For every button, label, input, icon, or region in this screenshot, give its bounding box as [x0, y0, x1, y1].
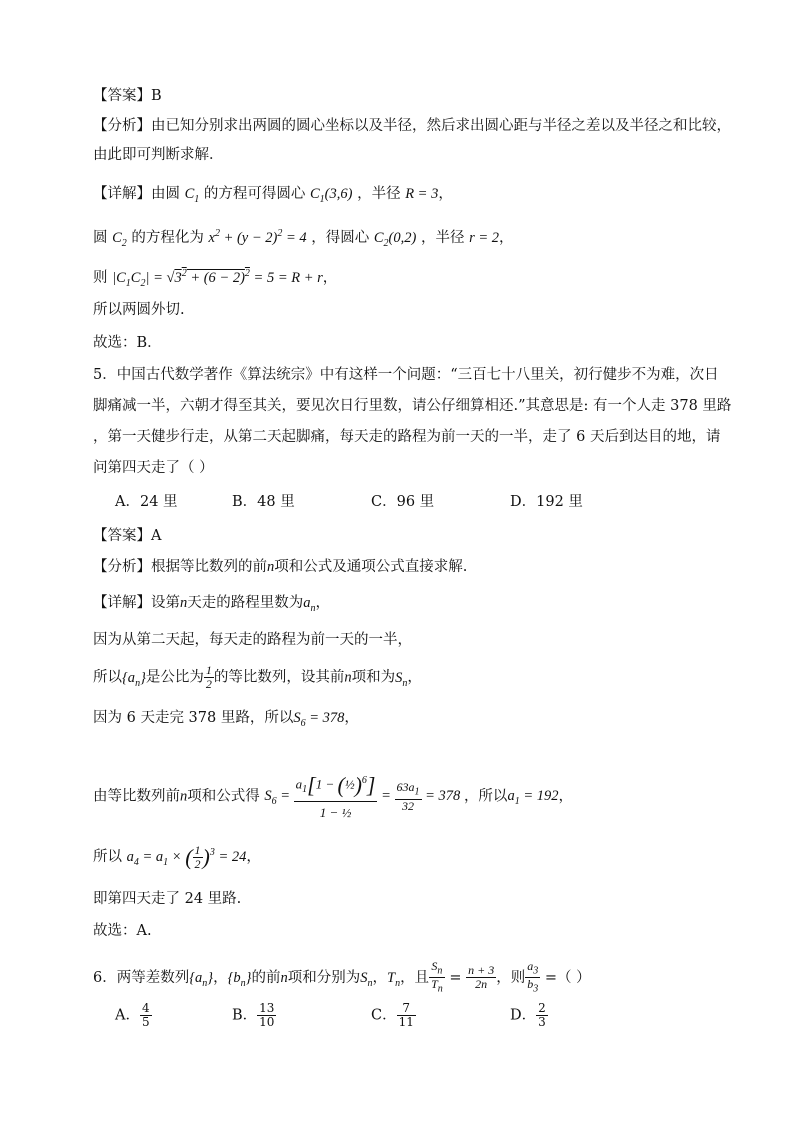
detail-10: 所以 $a_4 = a_1$ × ( $\frac{1}{2}$ )$^3$ = 24， — [93, 843, 261, 871]
question-5-line-4: 问第四天走了（ ） — [93, 460, 214, 476]
detail-6: 因为从第二天起，每天走的路程为前一天的一半， — [93, 632, 412, 648]
detail-1: 【详解】由圆 $C_1$ 的方程可得圆心 $C_1(3,6)$ ，半径 R = 3， — [93, 186, 453, 205]
math-radius-small-r: r = 2 — [469, 229, 499, 246]
question-6: 6．两等差数列$\{a_n\}$，$\{b_n\}$的前n项和分别为$S_n$，$T_n$，且 $\frac{S_n}{T_n}$ = $\frac{n + 3}{2n}$ ，则 $\frac{a_3}{b_3}$ =（ ） — [93, 959, 591, 995]
detail-10-a: 所以 — [93, 848, 122, 865]
frac-one-half: $\frac{1}{2}$ — [205, 663, 212, 691]
math-sum-formula: $S_6$ = $\frac{a_1[1 - (\frac{1}{2})^6]}{\text{1 − ½}}$ = $\frac{63a_1}{32}$ = 378 — [264, 788, 464, 804]
detail-9-a: 由等比数列前 — [93, 788, 180, 805]
detail-2-a: 圆 — [93, 229, 108, 246]
math-center-c2: $C_2(0,2)$ — [373, 229, 417, 249]
analysis-2-b: 项和公式及通项公式直接求解. — [274, 559, 468, 575]
choice-1: 故选：B． — [93, 335, 162, 351]
analysis-1-cont: 由此即可判断求解． — [93, 147, 224, 163]
detail-11: 即第四天走了 24 里路. — [93, 891, 242, 907]
math-distance: $|C_1C_2| = √3^2 + (6 - 2)^2 = 5 = R + r$ — [112, 268, 323, 289]
answer-1: 【答案】B — [93, 88, 162, 104]
detail-2: 圆 $C_2$ 的方程化为 $x^2 + (y - 2)^2 = 4$ ，得圆心 $C_2(0,2)$ ，半径 r = 2， — [93, 228, 514, 249]
detail-8-a: 因为 6 天走完 378 里路，所以 — [93, 710, 294, 726]
q6-option-a: A． $\frac{4}{5}$ — [115, 1001, 150, 1029]
q5-option-c: C．96 里 — [371, 494, 435, 510]
detail-1-c: ，半径 — [357, 186, 401, 202]
detail-3: 则 $|C_1C_2| = √3^2 + (6 - 2)^2 = 5 = R + r$， — [93, 268, 338, 289]
q5-option-d: D．192 里 — [510, 494, 583, 510]
detail-9-b: 项和公式得 — [187, 788, 260, 805]
question-5-line-1: 5．中国古代数学著作《算法统宗》中有这样一个问题：“三百七十八里关，初行健步不为难，次日 — [93, 367, 719, 383]
q6-option-d: D． $\frac{2}{3}$ — [510, 1001, 546, 1029]
math-center-c1: $C_1(3,6)$ — [310, 186, 353, 205]
detail-2-d: ，半径 — [420, 229, 465, 246]
detail-2-c: ，得圆心 — [311, 229, 370, 246]
detail-5-a: 【详解】设第 — [93, 595, 180, 611]
detail-7: 所以$\{a_n\}$是公比为 $\frac{1}{2}$ 的等比数列，设其前n项和为$S_n$， — [93, 663, 422, 691]
answer-2: 【答案】A — [93, 528, 162, 544]
detail-7-a: 所以 — [93, 669, 122, 686]
analysis-1: 【分析】由已知分别求出两圆的圆心坐标以及半径，然后求出圆心距与半径之差以及半径之和比较， — [93, 118, 731, 134]
question-6-a: 6．两等差数列 — [93, 969, 190, 986]
question-6-c: 项和分别为 — [287, 969, 361, 986]
math-a4: $a_4 = a_1$ × ( $\frac{1}{2}$ )$^3$ = 24 — [126, 843, 247, 871]
question-6-f: （ ） — [557, 969, 591, 986]
analysis-2: 【分析】根据等比数列的前n项和公式及通项公式直接求解. — [93, 559, 468, 575]
detail-5-b: 天走的路程里数为 — [187, 595, 304, 611]
detail-9-c: ，所以 — [463, 788, 508, 805]
detail-9: 由等比数列前n项和公式得 $S_6$ = $\frac{a_1[1 - (\frac{1}{2})^6]}{\text{1 − ½}}$ = $\frac{63a_1}{32}$ = 378 ，所以$a_1 = 192$， — [93, 770, 573, 824]
detail-8: 因为 6 天走完 378 里路，所以$S_6 = 378$， — [93, 710, 359, 729]
question-5-line-3: ，第一天健步行走，从第二天起脚痛，每天走的路程为前一天的一半，走了 6 天后到达目的地，请 — [93, 429, 721, 445]
q6-option-b: B． $\frac{13}{10}$ — [232, 1001, 275, 1029]
analysis-2-a: 【分析】根据等比数列的前 — [93, 559, 267, 575]
q6-option-c: C． $\frac{7}{11}$ — [371, 1001, 414, 1029]
math-c1: $C_1$ — [184, 186, 200, 205]
math-radius-r: R = 3 — [405, 186, 439, 202]
detail-4: 所以两圆外切. — [93, 302, 185, 318]
math-c2: $C_2$ — [112, 229, 127, 249]
detail-1-b: 的方程可得圆心 — [203, 186, 306, 202]
math-eq-c2: $x^2 + (y - 2)^2 = 4$ — [208, 228, 307, 246]
choice-2: 故选：A. — [93, 923, 152, 939]
detail-7-c: 的等比数列，设其前 — [213, 669, 345, 686]
question-6-b: 的前 — [251, 969, 281, 986]
q5-option-a: A．24 里 — [115, 494, 178, 510]
detail-1-a: 【详解】由圆 — [93, 186, 180, 202]
detail-3-a: 则 — [93, 269, 108, 286]
question-5-line-2: 脚痛减一半，六朝才得至其关，要见次日行里数，请公仔细算相还.”其意思是: 有一个人走 378 里路 — [93, 398, 732, 414]
question-6-e: ，则 — [496, 969, 526, 986]
question-6-d: ，且 — [400, 969, 430, 986]
q5-option-b: B．48 里 — [232, 494, 295, 510]
detail-2-b: 的方程化为 — [131, 229, 204, 246]
detail-7-d: 项和为 — [351, 669, 396, 686]
detail-7-b: 是公比为 — [145, 669, 204, 686]
detail-5: 【详解】设第n天走的路程里数为$a_n$， — [93, 595, 330, 614]
